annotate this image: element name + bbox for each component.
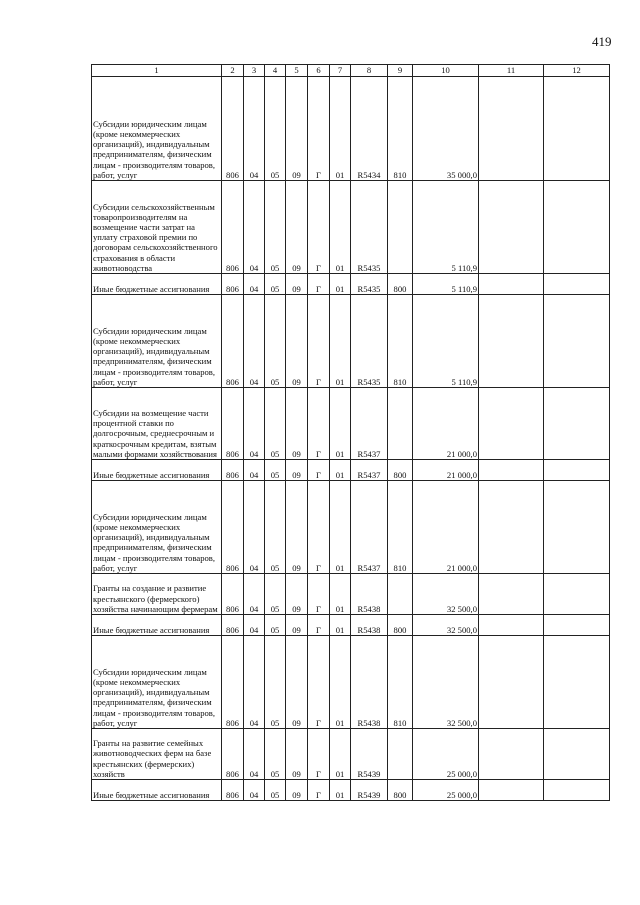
event-code: 01 <box>330 615 351 636</box>
program-code: 09 <box>286 729 308 780</box>
row-name: Субсидии юридическим лицам (кроме некоммерческих организаций), индивидуальным предпринимателям, физическим лицам - производителям товаров, работ, услуг <box>92 636 222 729</box>
program-code: 09 <box>286 615 308 636</box>
table-row <box>92 295 610 388</box>
amount-value: 32 500,0 <box>413 615 479 636</box>
event-code: 01 <box>330 780 351 801</box>
amount-2 <box>479 77 544 181</box>
subprogram-code: Г <box>308 295 330 388</box>
subprogram-code: Г <box>308 77 330 181</box>
chapter-code: 806 <box>222 460 244 481</box>
column-header: 2 <box>222 65 244 77</box>
table-row <box>92 274 610 295</box>
table-row <box>92 574 610 615</box>
expense-type-code: 800 <box>388 615 413 636</box>
program-code: 09 <box>286 181 308 274</box>
subsection-code: 05 <box>265 574 286 615</box>
table-row <box>92 481 610 574</box>
amount-value: 32 500,0 <box>413 574 479 615</box>
program-code: 09 <box>286 77 308 181</box>
row-name: Субсидии юридическим лицам (кроме некоммерческих организаций), индивидуальным предпринимателям, физическим лицам - производителям товаров, работ, услуг <box>92 77 222 181</box>
program-code: 09 <box>286 388 308 460</box>
target-article-code: R5437 <box>351 388 388 460</box>
amount-value: 5 110,9 <box>413 181 479 274</box>
program-code: 09 <box>286 274 308 295</box>
chapter-code: 806 <box>222 295 244 388</box>
expense-type-code <box>388 574 413 615</box>
section-code: 04 <box>244 181 265 274</box>
subsection-code: 05 <box>265 295 286 388</box>
amount-3 <box>544 481 610 574</box>
subsection-code: 05 <box>265 460 286 481</box>
amount-2 <box>479 388 544 460</box>
section-code: 04 <box>244 295 265 388</box>
column-header: 12 <box>544 65 610 77</box>
expense-type-code: 810 <box>388 295 413 388</box>
amount-3 <box>544 615 610 636</box>
program-code: 09 <box>286 481 308 574</box>
subprogram-code: Г <box>308 481 330 574</box>
chapter-code: 806 <box>222 481 244 574</box>
section-code: 04 <box>244 636 265 729</box>
chapter-code: 806 <box>222 181 244 274</box>
expense-type-code: 800 <box>388 274 413 295</box>
column-header: 1 <box>92 65 222 77</box>
expense-type-code: 800 <box>388 780 413 801</box>
target-article-code: R5434 <box>351 77 388 181</box>
subprogram-code: Г <box>308 388 330 460</box>
chapter-code: 806 <box>222 574 244 615</box>
target-article-code: R5438 <box>351 574 388 615</box>
column-header: 10 <box>413 65 479 77</box>
amount-3 <box>544 77 610 181</box>
column-header: 3 <box>244 65 265 77</box>
amount-2 <box>479 615 544 636</box>
column-header: 11 <box>479 65 544 77</box>
table-row <box>92 615 610 636</box>
amount-value: 32 500,0 <box>413 636 479 729</box>
expense-type-code: 800 <box>388 460 413 481</box>
expense-type-code: 810 <box>388 636 413 729</box>
chapter-code: 806 <box>222 274 244 295</box>
amount-value: 5 110,9 <box>413 295 479 388</box>
table-row <box>92 636 610 729</box>
program-code: 09 <box>286 574 308 615</box>
chapter-code: 806 <box>222 615 244 636</box>
column-header: 7 <box>330 65 351 77</box>
column-header: 8 <box>351 65 388 77</box>
amount-2 <box>479 481 544 574</box>
subsection-code: 05 <box>265 274 286 295</box>
program-code: 09 <box>286 636 308 729</box>
amount-value: 25 000,0 <box>413 729 479 780</box>
row-name: Гранты на создание и развитие крестьянского (фермерского) хозяйства начинающим фермерам <box>92 574 222 615</box>
target-article-code: R5437 <box>351 481 388 574</box>
target-article-code: R5439 <box>351 729 388 780</box>
section-code: 04 <box>244 274 265 295</box>
event-code: 01 <box>330 481 351 574</box>
subsection-code: 05 <box>265 780 286 801</box>
section-code: 04 <box>244 77 265 181</box>
row-name: Иные бюджетные ассигнования <box>92 615 222 636</box>
amount-value: 5 110,9 <box>413 274 479 295</box>
event-code: 01 <box>330 729 351 780</box>
amount-value: 21 000,0 <box>413 460 479 481</box>
amount-2 <box>479 295 544 388</box>
program-code: 09 <box>286 460 308 481</box>
section-code: 04 <box>244 388 265 460</box>
subsection-code: 05 <box>265 77 286 181</box>
row-name: Субсидии юридическим лицам (кроме некоммерческих организаций), индивидуальным предпринимателям, физическим лицам - производителям товаров, работ, услуг <box>92 295 222 388</box>
event-code: 01 <box>330 388 351 460</box>
amount-2 <box>479 181 544 274</box>
section-code: 04 <box>244 780 265 801</box>
subsection-code: 05 <box>265 636 286 729</box>
subprogram-code: Г <box>308 636 330 729</box>
target-article-code: R5435 <box>351 274 388 295</box>
subprogram-code: Г <box>308 780 330 801</box>
amount-2 <box>479 780 544 801</box>
column-header: 4 <box>265 65 286 77</box>
target-article-code: R5439 <box>351 780 388 801</box>
row-name: Иные бюджетные ассигнования <box>92 460 222 481</box>
amount-3 <box>544 729 610 780</box>
table-row <box>92 181 610 274</box>
event-code: 01 <box>330 574 351 615</box>
table-row <box>92 460 610 481</box>
target-article-code: R5435 <box>351 181 388 274</box>
row-name: Иные бюджетные ассигнования <box>92 780 222 801</box>
event-code: 01 <box>330 460 351 481</box>
chapter-code: 806 <box>222 388 244 460</box>
row-name: Иные бюджетные ассигнования <box>92 274 222 295</box>
subprogram-code: Г <box>308 274 330 295</box>
event-code: 01 <box>330 274 351 295</box>
column-header: 6 <box>308 65 330 77</box>
chapter-code: 806 <box>222 729 244 780</box>
target-article-code: R5437 <box>351 460 388 481</box>
expense-type-code <box>388 729 413 780</box>
subprogram-code: Г <box>308 181 330 274</box>
subprogram-code: Г <box>308 729 330 780</box>
subsection-code: 05 <box>265 729 286 780</box>
amount-3 <box>544 460 610 481</box>
amount-3 <box>544 574 610 615</box>
row-name: Субсидии юридическим лицам (кроме некоммерческих организаций), индивидуальным предпринимателям, физическим лицам - производителям товаров, работ, услуг <box>92 481 222 574</box>
target-article-code: R5438 <box>351 636 388 729</box>
chapter-code: 806 <box>222 77 244 181</box>
target-article-code: R5438 <box>351 615 388 636</box>
amount-value: 25 000,0 <box>413 780 479 801</box>
event-code: 01 <box>330 295 351 388</box>
section-code: 04 <box>244 481 265 574</box>
header-row <box>92 65 610 77</box>
column-header: 5 <box>286 65 308 77</box>
row-name: Субсидии сельскохозяйственным товаропроизводителям на возмещение части затрат на уплату страховой премии по договорам сельскохозяйственного страхования в области животноводства <box>92 181 222 274</box>
subsection-code: 05 <box>265 615 286 636</box>
budget-table <box>91 64 610 801</box>
row-name: Субсидии на возмещение части процентной ставки по долгосрочным, среднесрочным и краткосрочным кредитам, взятым малыми формами хозяйствования <box>92 388 222 460</box>
amount-2 <box>479 574 544 615</box>
amount-3 <box>544 780 610 801</box>
amount-2 <box>479 729 544 780</box>
subsection-code: 05 <box>265 481 286 574</box>
subsection-code: 05 <box>265 181 286 274</box>
row-name: Гранты на развитие семейных животноводческих ферм на базе крестьянских (фермерских) хозяйств <box>92 729 222 780</box>
chapter-code: 806 <box>222 636 244 729</box>
amount-2 <box>479 636 544 729</box>
expense-type-code <box>388 388 413 460</box>
page-number: 419 <box>592 34 612 49</box>
chapter-code: 806 <box>222 780 244 801</box>
amount-2 <box>479 274 544 295</box>
table-row <box>92 729 610 780</box>
amount-value: 21 000,0 <box>413 388 479 460</box>
subprogram-code: Г <box>308 460 330 481</box>
amount-3 <box>544 274 610 295</box>
table-row <box>92 780 610 801</box>
program-code: 09 <box>286 780 308 801</box>
amount-value: 35 000,0 <box>413 77 479 181</box>
amount-2 <box>479 460 544 481</box>
column-header: 9 <box>388 65 413 77</box>
event-code: 01 <box>330 636 351 729</box>
amount-3 <box>544 181 610 274</box>
subprogram-code: Г <box>308 574 330 615</box>
section-code: 04 <box>244 729 265 780</box>
target-article-code: R5435 <box>351 295 388 388</box>
subprogram-code: Г <box>308 615 330 636</box>
subsection-code: 05 <box>265 388 286 460</box>
expense-type-code: 810 <box>388 77 413 181</box>
amount-3 <box>544 636 610 729</box>
section-code: 04 <box>244 574 265 615</box>
amount-3 <box>544 295 610 388</box>
expense-type-code: 810 <box>388 481 413 574</box>
amount-3 <box>544 388 610 460</box>
program-code: 09 <box>286 295 308 388</box>
table-row <box>92 388 610 460</box>
table-row <box>92 77 610 181</box>
section-code: 04 <box>244 460 265 481</box>
section-code: 04 <box>244 615 265 636</box>
amount-value: 21 000,0 <box>413 481 479 574</box>
expense-type-code <box>388 181 413 274</box>
event-code: 01 <box>330 181 351 274</box>
event-code: 01 <box>330 77 351 181</box>
